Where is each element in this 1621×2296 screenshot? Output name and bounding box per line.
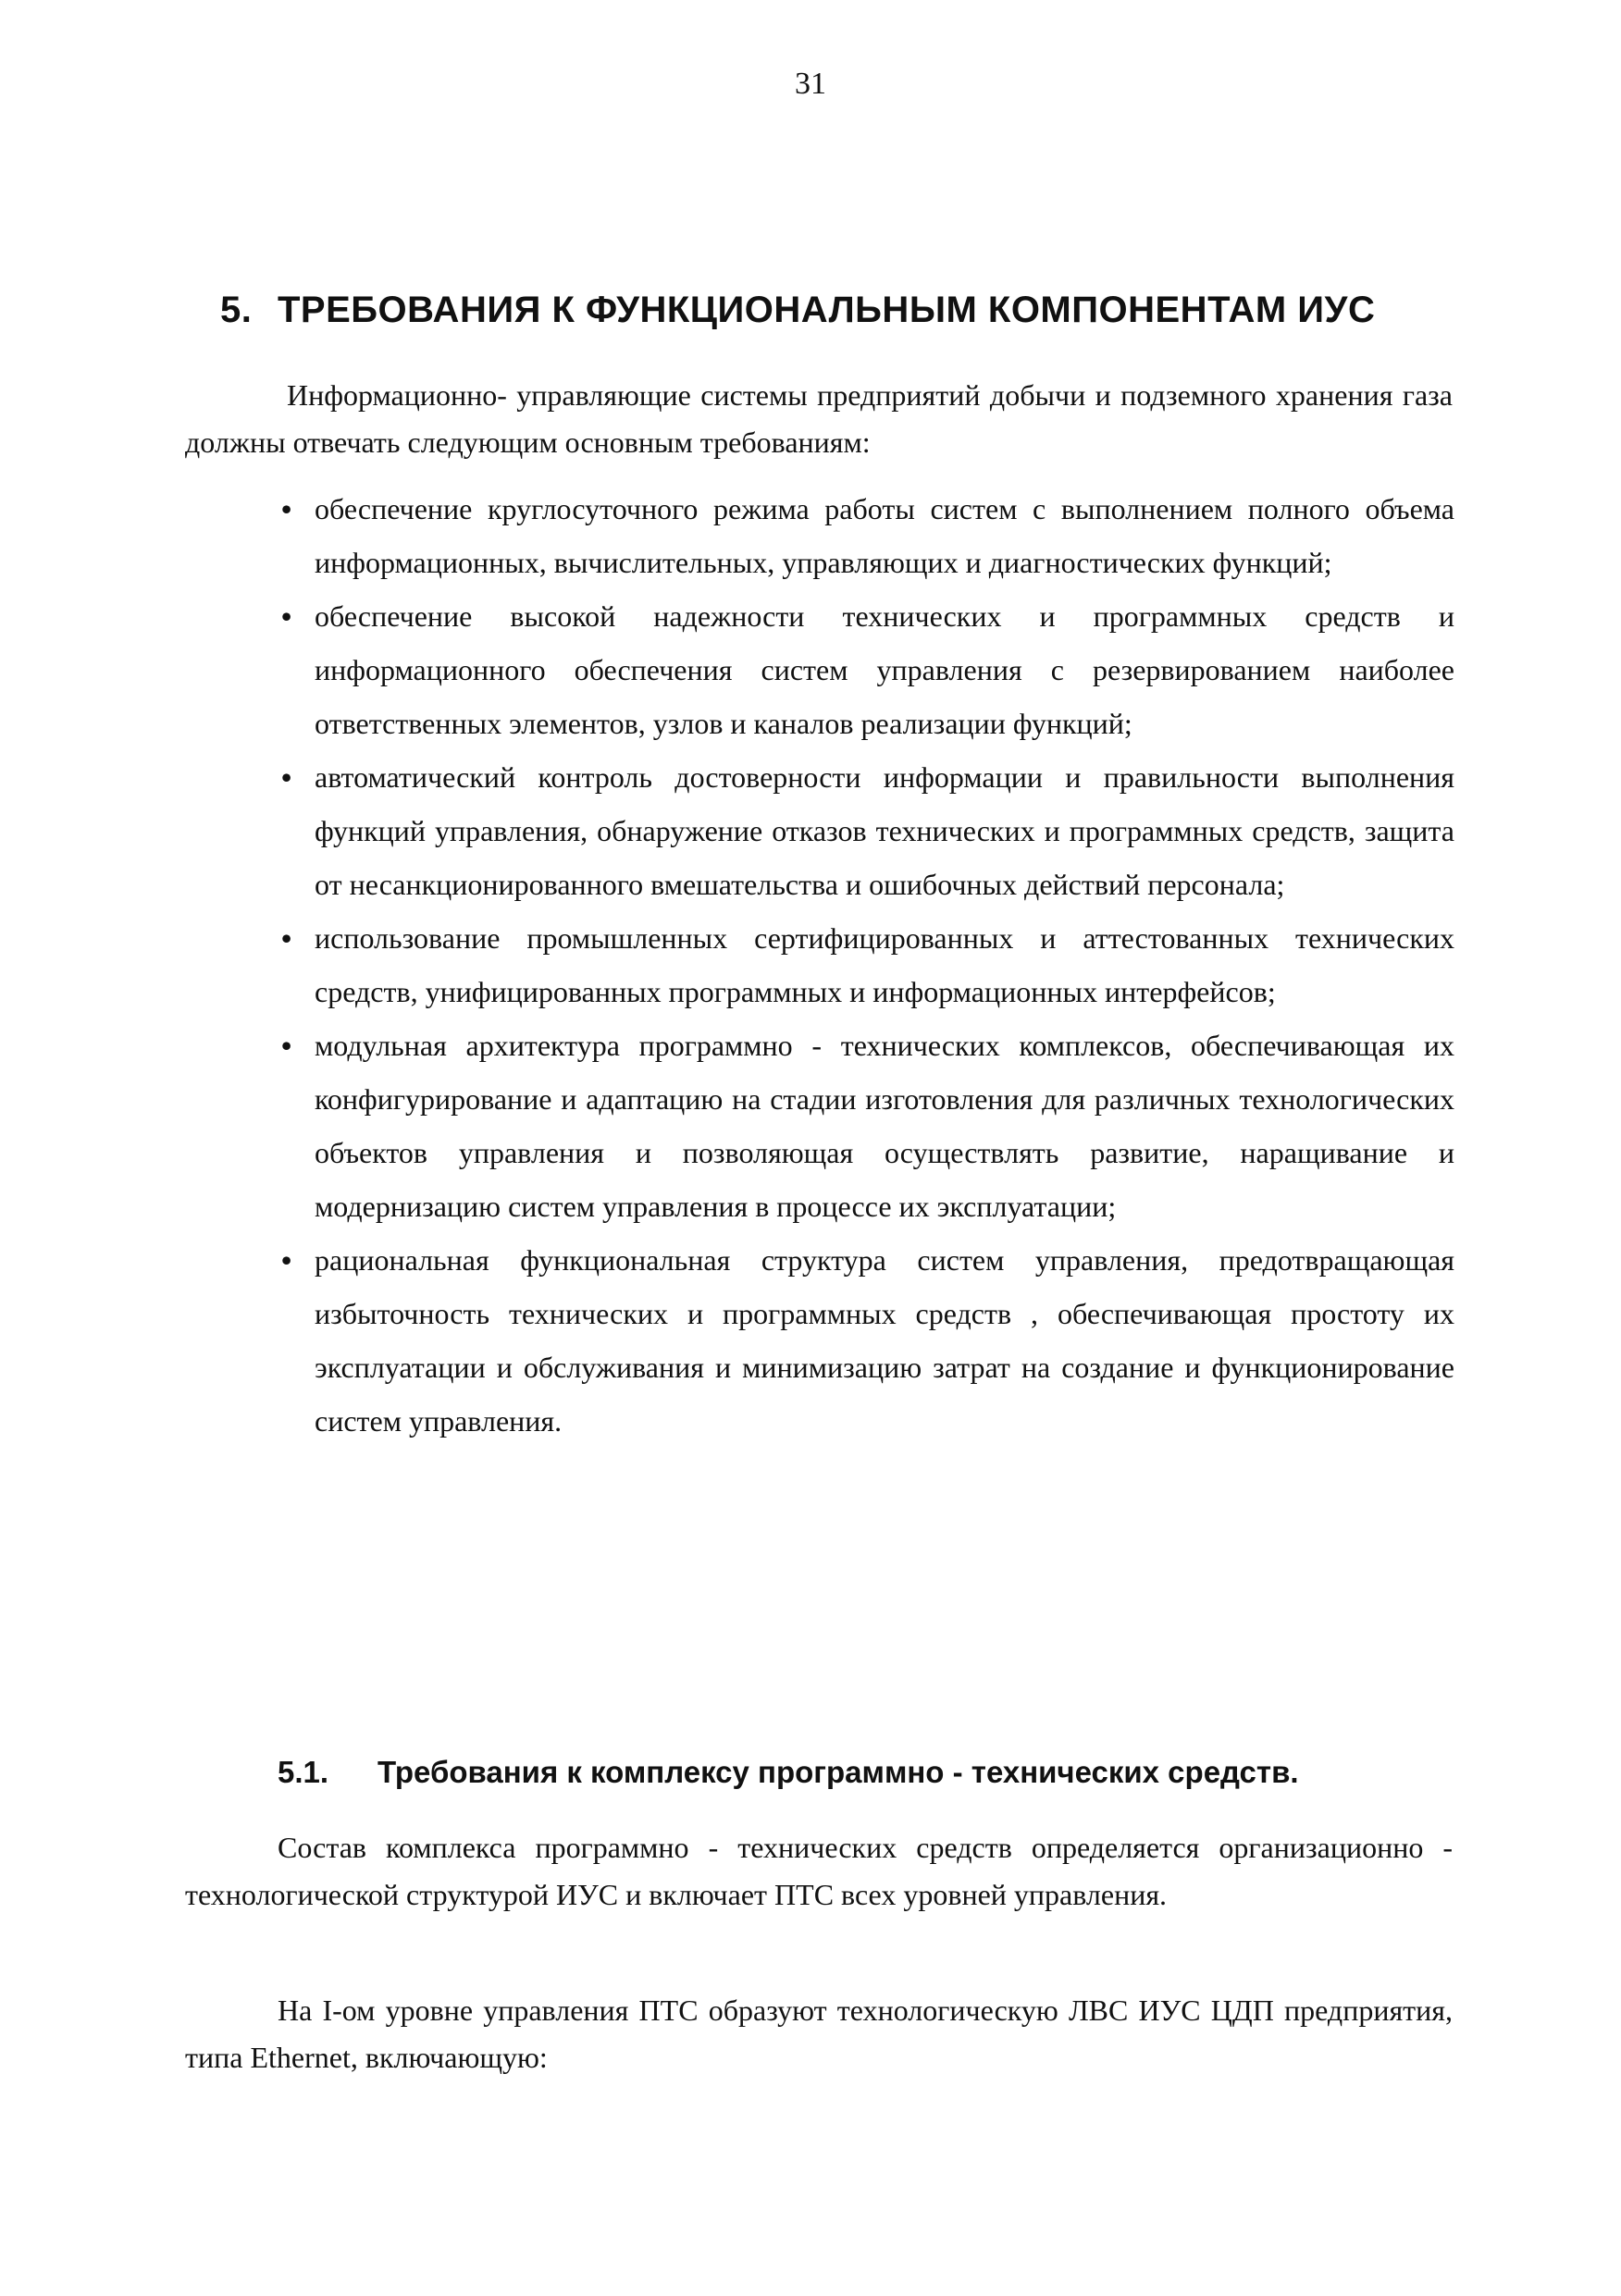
bullet-icon: • (281, 1243, 292, 1277)
requirement-item (281, 911, 1454, 1018)
requirement-text: обеспечение круглосуточного режима работы систем с выполнением полного объема информационных, вычислительных, управляющих и диагностических функций; (315, 492, 1454, 579)
requirement-item (281, 1233, 1454, 1448)
intro-paragraph: Информационно- управляющие системы предприятий добычи и подземного хранения газа должны отвечать следующим основным требованиям: (185, 378, 1453, 459)
subsection-number: 5.1. (278, 1755, 329, 1789)
subsection-paragraph: Состав комплекса программно - технических средств определяется организационно - технологической структурой ИУС и включает ПТС всех уровней управления. (185, 1831, 1453, 1911)
bullet-icon: • (281, 599, 292, 633)
bullet-icon: • (281, 492, 292, 525)
section-heading (220, 290, 1460, 331)
bullet-icon: • (281, 921, 292, 955)
requirement-item (281, 750, 1454, 911)
section-number: 5. (220, 290, 253, 330)
requirement-item (281, 1018, 1454, 1233)
requirement-text: обеспечение высокой надежности технических и программных средств и информационного обеспечения систем управления с резервированием наиболее ответственных элементов, узлов и каналов реализации функций; (315, 599, 1454, 740)
requirement-text: модульная архитектура программно - технических комплексов, обеспечивающая их конфигурирование и адаптацию на стадии изготовления для различных технологических объектов управления и позволяющая осуществлять развитие, наращивание и модернизацию систем управления в процессе их эксплуатации; (315, 1029, 1454, 1223)
requirement-text: рациональная функциональная структура систем управления, предотвращающая избыточность технических и программных средств , обеспечивающая простоту их эксплуатации и обслуживания и минимизацию затрат на создание и функционирование систем управления. (315, 1243, 1454, 1438)
requirement-item (281, 589, 1454, 750)
requirement-text: автоматический контроль достоверности информации и правильности выполнения функций управления, обнаружение отказов технических и программных средств, защита от несанкционированного вмешательства и ошибочных действий персонала; (315, 760, 1454, 901)
bullet-icon: • (281, 1029, 292, 1062)
page-number: 31 (795, 67, 826, 101)
subsection-title: Требования к комплексу программно - технических средств. (377, 1755, 1299, 1789)
requirement-item (281, 482, 1454, 589)
subsection-heading (278, 1755, 1480, 1790)
requirement-text: использование промышленных сертифицированных и аттестованных технических средств, унифицированных программных и информационных интерфейсов; (315, 921, 1454, 1008)
requirements-list (281, 482, 1454, 1448)
bullet-icon: • (281, 760, 292, 794)
subsection-paragraph: На I-ом уровне управления ПТС образуют технологическую ЛВС ИУС ЦДП предприятия, типа Ethernet, включающую: (185, 1994, 1453, 2074)
section-title: ТРЕБОВАНИЯ К ФУНКЦИОНАЛЬНЫМ КОМПОНЕНТАМ ИУС (278, 290, 1376, 330)
